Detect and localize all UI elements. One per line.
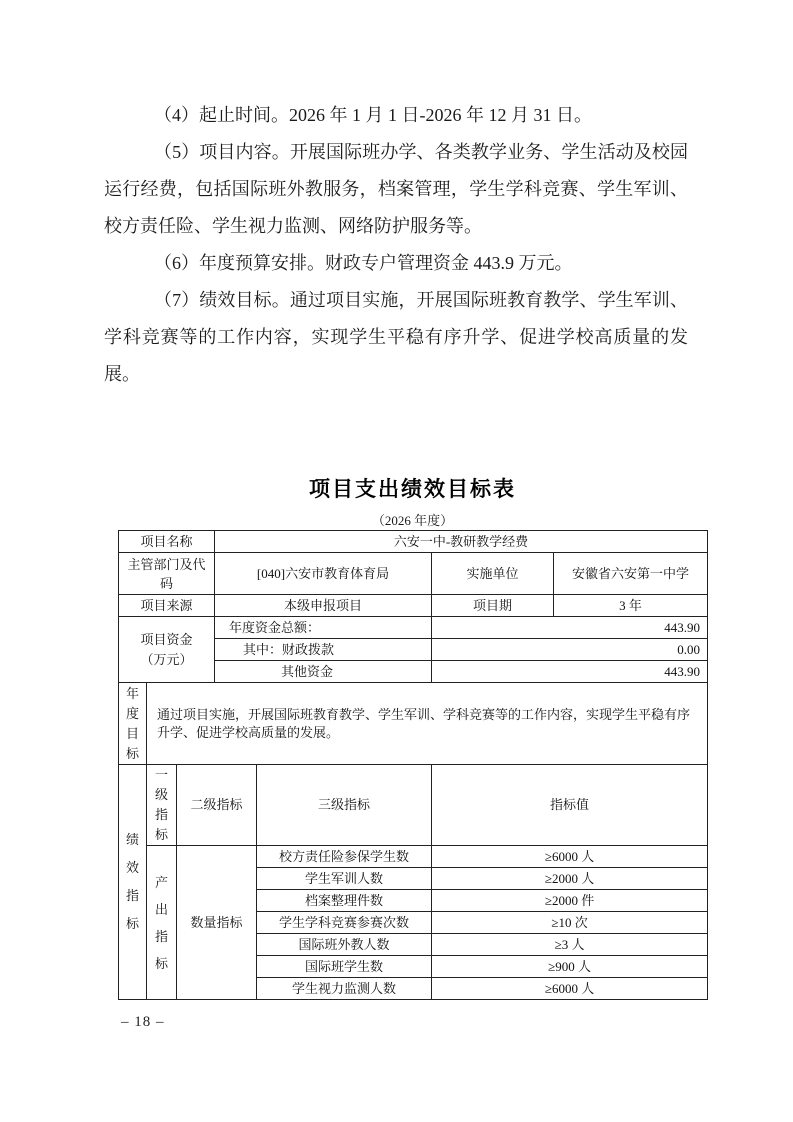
paragraph-item-6: （6）年度预算安排。财政专户管理资金 443.9 万元。 xyxy=(154,253,573,273)
indicator-value: ≥900 人 xyxy=(432,956,708,978)
impl-unit-label: 实施单位 xyxy=(432,553,554,595)
level2-header: 二级指标 xyxy=(177,765,257,846)
impl-unit-value: 安徽省六安第一中学 xyxy=(554,553,708,595)
dept-label xyxy=(119,553,215,595)
fund-total-value: 443.90 xyxy=(432,617,708,639)
indicator-name: 国际班外教人数 xyxy=(257,934,432,956)
indicator-name: 学生学科竞赛参赛次数 xyxy=(257,912,432,934)
paragraph-item-4: （4）起止时间。2026 年 1 月 1 日-2026 年 12 月 31 日。 xyxy=(154,105,592,125)
table-subtitle: （2026 年度） xyxy=(371,513,454,528)
fund-fiscal-value: 0.00 xyxy=(432,639,708,661)
paragraph-item-5: （5）项目内容。开展国际班办学、各类教学业务、学生活动及校园运行经费，包括国际班外教服务，档案管理，学生学科竞赛、学生军训、校方责任险、学生视力监测、网络防护服务等。 xyxy=(104,142,688,236)
fund-label xyxy=(119,617,215,683)
indicator-value: ≥2000 人 xyxy=(432,868,708,890)
annual-goal-label xyxy=(119,683,147,765)
dept-value: [040]六安市教育体育局 xyxy=(215,553,432,595)
fund-total-label: 年度资金总额： xyxy=(215,617,432,639)
indicator-name: 校方责任险参保学生数 xyxy=(257,846,432,868)
fund-other-label: 其他资金 xyxy=(215,661,432,683)
fund-fiscal-label: 其中：财政拨款 xyxy=(215,639,432,661)
indicator-value: ≥10 次 xyxy=(432,912,708,934)
indicator-value: ≥3 人 xyxy=(432,934,708,956)
indicator-name: 国际班学生数 xyxy=(257,956,432,978)
indicator-name: 学生视力监测人数 xyxy=(257,978,432,1000)
level1-value-cell xyxy=(147,846,177,1000)
project-name-value: 六安一中-教研教学经费 xyxy=(215,531,708,553)
indicator-value: ≥6000 人 xyxy=(432,978,708,1000)
level1-value-text: 产出指标 xyxy=(154,874,168,971)
period-label: 项目期 xyxy=(432,595,554,617)
performance-section-label-text: 绩效指标 xyxy=(125,832,139,931)
source-value: 本级申报项目 xyxy=(215,595,432,617)
indicator-value: ≥6000 人 xyxy=(432,846,708,868)
body-text-block xyxy=(104,97,688,393)
period-value: 3 年 xyxy=(554,595,708,617)
annual-goal-text: 通过项目实施，开展国际班教育教学、学生军训、学科竞赛等的工作内容，实现学生平稳有序升学、促进学校高质量的发展。 xyxy=(147,683,708,765)
level3-header: 三级指标 xyxy=(257,765,432,846)
dept-label-text: 主管部门及代码 xyxy=(127,556,206,591)
level1-header-text: 一级指标 xyxy=(154,767,168,842)
indicator-value: ≥2000 件 xyxy=(432,890,708,912)
level2-value-cell: 数量指标 xyxy=(177,846,257,1000)
performance-section-label xyxy=(119,765,147,1000)
indicator-name: 学生军训人数 xyxy=(257,868,432,890)
page-number: – 18 – xyxy=(121,1014,165,1030)
paragraph-item-7: （7）绩效目标。通过项目实施，开展国际班教育教学、学生军训、学科竞赛等的工作内容，实现学生平稳有序升学、促进学校高质量的发展。 xyxy=(104,290,688,384)
fund-label-line1: 项目资金 xyxy=(140,631,193,647)
indicator-name: 档案整理件数 xyxy=(257,890,432,912)
level1-header xyxy=(147,765,177,846)
value-header: 指标值 xyxy=(432,765,708,846)
fund-other-value: 443.90 xyxy=(432,661,708,683)
annual-goal-label-text: 年度目标 xyxy=(125,685,139,761)
table-title: 项目支出绩效目标表 xyxy=(309,478,516,501)
source-label: 项目来源 xyxy=(119,595,215,617)
fund-label-line2: （万元） xyxy=(140,651,193,667)
project-name-label: 项目名称 xyxy=(119,531,215,553)
performance-target-table xyxy=(118,530,708,1000)
